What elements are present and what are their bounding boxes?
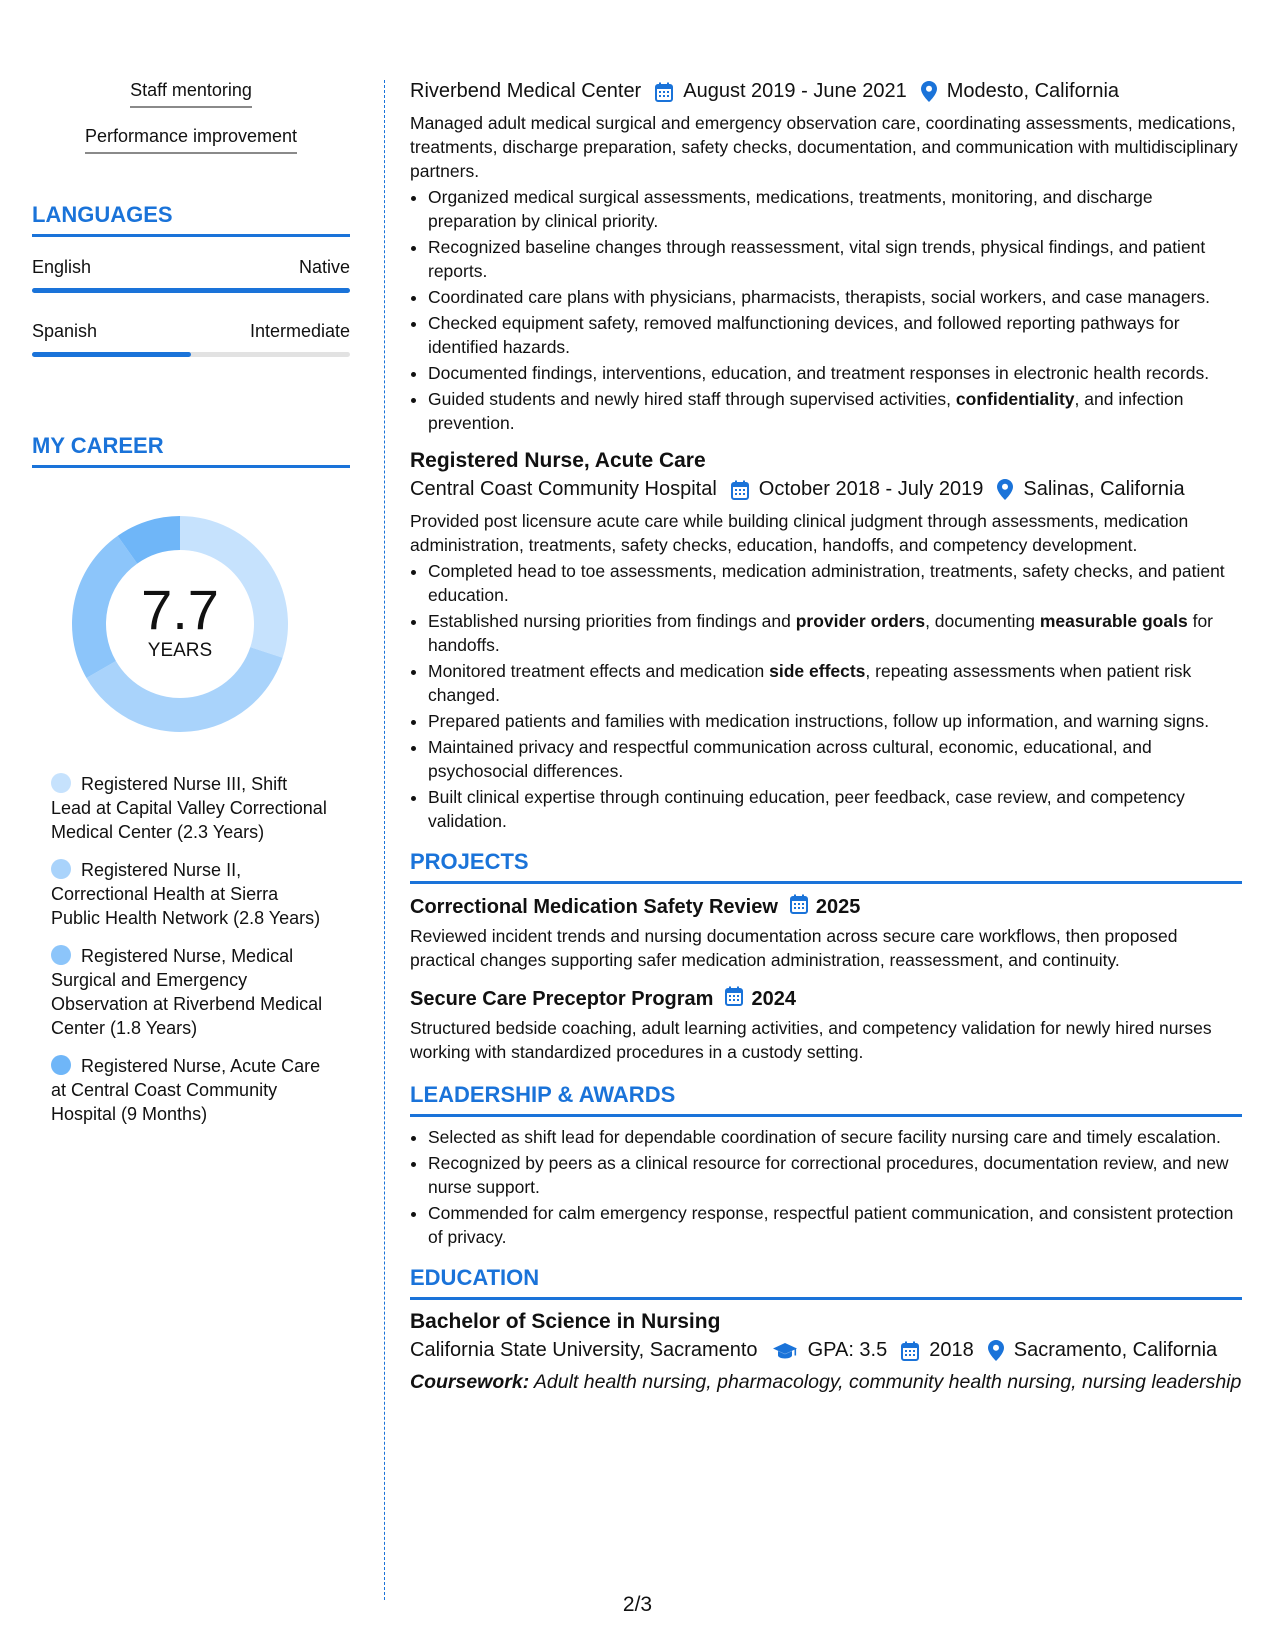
legend-label: Registered Nurse II, Correctional Health at Sierra Public Health Network (2.8 Years) bbox=[51, 860, 321, 928]
list-item bbox=[428, 387, 1242, 435]
education-heading: EDUCATION bbox=[410, 1265, 1242, 1300]
location-pin-icon bbox=[921, 81, 937, 102]
calendar-icon bbox=[731, 480, 749, 500]
list-item bbox=[428, 609, 1242, 657]
school-name: California State University, Sacramento bbox=[410, 1339, 758, 1361]
career-donut-chart bbox=[66, 510, 294, 738]
location-pin-icon bbox=[988, 1340, 1004, 1361]
job-org: Central Coast Community Hospital bbox=[410, 478, 717, 500]
column-divider bbox=[384, 80, 385, 1600]
language-bar bbox=[32, 352, 350, 357]
languages-heading: LANGUAGES bbox=[32, 202, 350, 237]
language-level: Native bbox=[298, 257, 350, 277]
job-location: Modesto, California bbox=[946, 80, 1120, 102]
project-title: Correctional Medication Safety Review bbox=[410, 895, 778, 918]
legend-item bbox=[51, 772, 331, 844]
leadership-list bbox=[410, 1125, 1242, 1249]
bold-text: measurable goals bbox=[1039, 611, 1188, 631]
skill-item: Performance improvement bbox=[85, 126, 297, 154]
experience-entry bbox=[410, 449, 1242, 833]
job-org: Riverbend Medical Center bbox=[410, 80, 642, 102]
skill-item: Staff mentoring bbox=[130, 80, 252, 108]
list-item: • Commended for calm emergency response, respectful patient communication, and consistent protection of privacy. bbox=[428, 1201, 1242, 1249]
list-item bbox=[428, 659, 1242, 707]
legend-item bbox=[51, 858, 331, 930]
language-bar-fill bbox=[32, 288, 350, 293]
project-year: 2024 bbox=[751, 987, 796, 1010]
calendar-icon bbox=[655, 82, 673, 102]
language-bar bbox=[32, 288, 350, 293]
list-item: • Documented findings, interventions, education, and treatment responses in electronic health records. bbox=[428, 361, 1242, 385]
career-heading: MY CAREER bbox=[32, 433, 350, 468]
job-meta bbox=[410, 478, 1242, 501]
legend-dot bbox=[51, 773, 71, 793]
project-title: Secure Care Preceptor Program bbox=[410, 987, 714, 1010]
main-content bbox=[410, 80, 1242, 1394]
legend-dot bbox=[51, 859, 71, 879]
skill-list bbox=[32, 80, 350, 172]
coursework-text: Adult health nursing, pharmacology, community health nursing, nursing leadership bbox=[529, 1371, 1242, 1393]
education-entry bbox=[410, 1310, 1242, 1394]
project-year: 2025 bbox=[815, 895, 861, 918]
list-item: • Organized medical surgical assessments, medications, treatments, monitoring, and discharge preparation by clinical priority. bbox=[428, 185, 1242, 233]
page-number: 2/3 bbox=[622, 1593, 653, 1616]
job-bullets bbox=[410, 185, 1242, 435]
graduation-cap-icon bbox=[772, 1342, 798, 1360]
bold-text: provider orders bbox=[795, 611, 926, 631]
list-item: • Prepared patients and families with medication instructions, follow up information, and warning signs. bbox=[428, 709, 1242, 733]
school-location: Sacramento, California bbox=[1013, 1339, 1218, 1361]
language-level: Intermediate bbox=[249, 321, 350, 341]
text: Established nursing priorities from findings and bbox=[428, 611, 796, 631]
degree-title: Bachelor of Science in Nursing bbox=[410, 1310, 721, 1333]
legend-label: Registered Nurse, Medical Surgical and Emergency Observation at Riverbend Medical Center (1.8 Years) bbox=[51, 946, 323, 1038]
text: , repeating assessments when patient risk changed. bbox=[428, 661, 1192, 705]
career-total-years: 7.7 bbox=[141, 578, 219, 641]
legend-item bbox=[51, 1054, 331, 1126]
job-bullets bbox=[410, 559, 1242, 833]
coursework bbox=[410, 1370, 1242, 1394]
legend-dot bbox=[51, 945, 71, 965]
project-title-line bbox=[410, 894, 1242, 920]
text: for handoffs. bbox=[428, 611, 1214, 655]
job-title: Registered Nurse, Acute Care bbox=[410, 449, 706, 472]
text: Monitored treatment effects and medication bbox=[428, 661, 770, 681]
legend-dot bbox=[51, 1055, 71, 1075]
sidebar bbox=[32, 80, 350, 1140]
job-dates: October 2018 - July 2019 bbox=[758, 478, 984, 500]
language-name: English bbox=[32, 257, 92, 277]
job-meta bbox=[410, 80, 1242, 103]
job-summary: Provided post licensure acute care while building clinical judgment through assessments, medication administration, treatments, safety checks, education, handoffs, and competency development. bbox=[410, 511, 1189, 555]
career-legend bbox=[32, 772, 350, 1126]
list-item: • Built clinical expertise through continuing education, peer feedback, case review, and competency validation. bbox=[428, 785, 1242, 833]
calendar-icon bbox=[790, 894, 808, 920]
text: Guided students and newly hired staff through supervised activities, bbox=[428, 389, 956, 409]
location-pin-icon bbox=[997, 479, 1013, 500]
list-item: • Recognized baseline changes through reassessment, vital sign trends, physical findings, and patient reports. bbox=[428, 235, 1242, 283]
project-entry bbox=[410, 894, 1242, 972]
calendar-icon bbox=[901, 1341, 919, 1361]
calendar-icon bbox=[725, 986, 743, 1012]
project-desc: Reviewed incident trends and nursing documentation across secure care workflows, then proposed practical changes supporting safer medication administration, reassessment, and continuity. bbox=[410, 926, 1178, 970]
job-location: Salinas, California bbox=[1023, 478, 1185, 500]
job-summary: Managed adult medical surgical and emergency observation care, coordinating assessments, medications, treatments, discharge preparation, safety checks, documentation, and communication with multidisciplinary partners. bbox=[410, 113, 1238, 181]
list-item: • Recognized by peers as a clinical resource for correctional procedures, documentation review, and new nurse support. bbox=[428, 1151, 1242, 1199]
project-title-line bbox=[410, 986, 1242, 1012]
leadership-heading: LEADERSHIP & AWARDS bbox=[410, 1082, 1242, 1117]
list-item: • Coordinated care plans with physicians, pharmacists, therapists, social workers, and case managers. bbox=[428, 285, 1242, 309]
text: , and infection prevention. bbox=[428, 389, 1184, 433]
language-name: Spanish bbox=[32, 321, 98, 341]
language-english bbox=[32, 257, 350, 293]
gpa: GPA: 3.5 bbox=[807, 1339, 888, 1361]
legend-label: Registered Nurse III, Shift Lead at Capital Valley Correctional Medical Center (2.3 Years) bbox=[51, 774, 327, 842]
legend-label: Registered Nurse, Acute Care at Central Coast Community Hospital (9 Months) bbox=[51, 1056, 321, 1124]
experience-entry bbox=[410, 80, 1242, 435]
project-desc: Structured bedside coaching, adult learning activities, and competency validation for newly hired nurses working with standardized procedures in a custody setting. bbox=[410, 1018, 1212, 1062]
bold-text: side effects bbox=[769, 661, 866, 681]
list-item: • Maintained privacy and respectful communication across cultural, economic, educational, and psychosocial differences. bbox=[428, 735, 1242, 783]
text: , documenting bbox=[925, 611, 1040, 631]
language-bar-fill bbox=[32, 352, 191, 357]
list-item: • Selected as shift lead for dependable coordination of secure facility nursing care and timely escalation. bbox=[428, 1125, 1242, 1149]
project-entry bbox=[410, 986, 1242, 1064]
job-dates: August 2019 - June 2021 bbox=[683, 80, 907, 102]
list-item: • Completed head to toe assessments, medication administration, treatments, safety checks, and patient education. bbox=[428, 559, 1242, 607]
language-spanish bbox=[32, 321, 350, 357]
coursework-label: Coursework: bbox=[410, 1371, 530, 1393]
legend-item bbox=[51, 944, 331, 1040]
career-total-unit: YEARS bbox=[147, 640, 213, 661]
projects-heading: PROJECTS bbox=[410, 849, 1242, 884]
bold-text: confidentiality bbox=[955, 389, 1075, 409]
education-meta bbox=[410, 1339, 1242, 1362]
graduation-year: 2018 bbox=[929, 1339, 974, 1361]
list-item: • Checked equipment safety, removed malfunctioning devices, and followed reporting pathways for identified hazards. bbox=[428, 311, 1242, 359]
